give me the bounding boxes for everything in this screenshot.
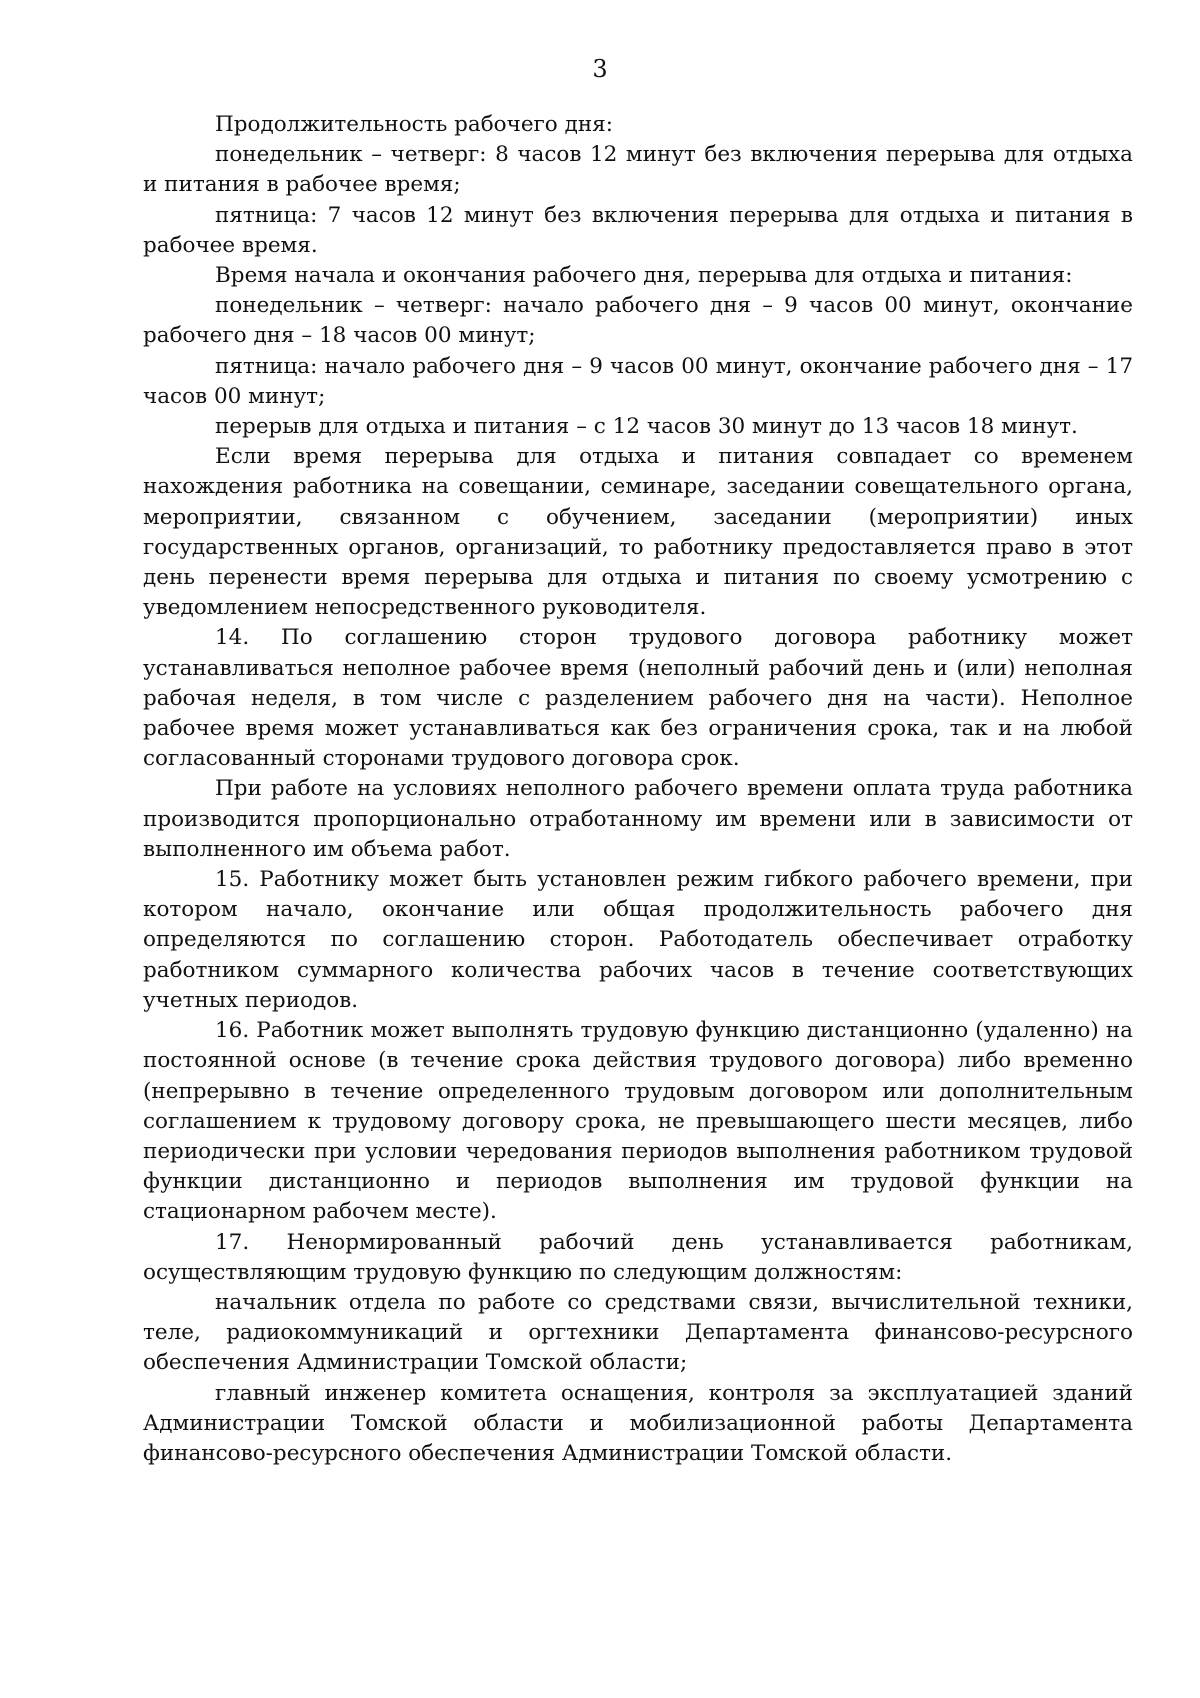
paragraph-position-comm-head: начальник отдела по работе со средствами связи, вычислительной техники, теле, радиокоммуникаций и оргтехники Департамента финансово-ресурсного обеспечения Администрации Томской области; [143,1289,1133,1376]
paragraph-item-17: 17. Ненормированный рабочий день устанавливается работникам, осуществляющим трудовую функцию по следующим должностям: [143,1229,1133,1285]
paragraph-friday-duration: пятница: 7 часов 12 минут без включения перерыва для отдыха и питания в рабочее время. [143,202,1133,258]
paragraph-item-14: 14. По соглашению сторон трудового договора работнику может устанавливаться неполное рабочее время (неполный рабочий день и (или) неполная рабочая неделя, в том числе с разделением рабочего дня на части). Неполное рабочее время может устанавливаться как без ограничения срока, так и на любой согласованный сторонами трудового договора срок. [143,625,1133,772]
paragraph-mon-thu-duration: понедельник – четверг: 8 часов 12 минут без включения перерыва для отдыха и питания в рабочее время; [143,142,1133,198]
paragraph-part-time-pay: При работе на условиях неполного рабочего времени оплата труда работника производится пропорционально отработанному им времени или в зависимости от выполненного им объема работ. [143,776,1133,862]
paragraph-mon-thu-schedule: понедельник – четверг: начало рабочего дня – 9 часов 00 минут, окончание рабочего дня – 18 часов 00 минут; [143,293,1133,349]
paragraph-friday-schedule: пятница: начало рабочего дня – 9 часов 00 минут, окончание рабочего дня – 17 часов 00 минут; [143,353,1133,409]
paragraph-working-day-duration-heading: Продолжительность рабочего дня: [215,112,613,137]
paragraph-lunch-break: перерыв для отдыха и питания – с 12 часов 30 минут до 13 часов 18 минут. [215,414,1078,440]
paragraph-item-15: 15. Работнику может быть установлен режим гибкого рабочего времени, при котором начало, окончание или общая продолжительность рабочего дня определяются по соглашению сторон. Работодатель обеспечивает отработку работником суммарного количества рабочих часов в течение соответствующих учетных периодов. [143,867,1133,1013]
paragraph-break-reschedule: Если время перерыва для отдыха и питания совпадает со временем нахождения работника на совещании, семинаре, заседании совещательного органа, мероприятии, связанном с обучением, заседании (мероприятии) иных государственных органов, организаций, то работнику предоставляется право в этот день перенести время перерыва для отдыха и питания по своему усмотрению с уведомлением непосредственного руководителя. [143,444,1133,621]
document-body [143,110,1133,1469]
paragraph-start-end-heading: Время начала и окончания рабочего дня, перерыва для отдыха и питания: [215,263,1073,289]
paragraph-item-16: 16. Работник может выполнять трудовую функцию дистанционно (удаленно) на постоянной основе (в течение срока действия трудового договора) либо временно (непрерывно в течение определенного трудовым договором или дополнительным соглашением к трудовому договору срока, не превышающего шести месяцев, либо периодически при условии чередования периодов выполнения работником трудовой функции дистанционно и периодов выполнения им трудовой функции на стационарном рабочем месте). [143,1018,1133,1225]
page-number: 3 [592,55,608,83]
paragraph-position-chief-engineer: главный инженер комитета оснащения, контроля за эксплуатацией зданий Администрации Томской области и мобилизационной работы Департамента финансово-ресурсного обеспечения Администрации Томской области. [143,1380,1133,1466]
